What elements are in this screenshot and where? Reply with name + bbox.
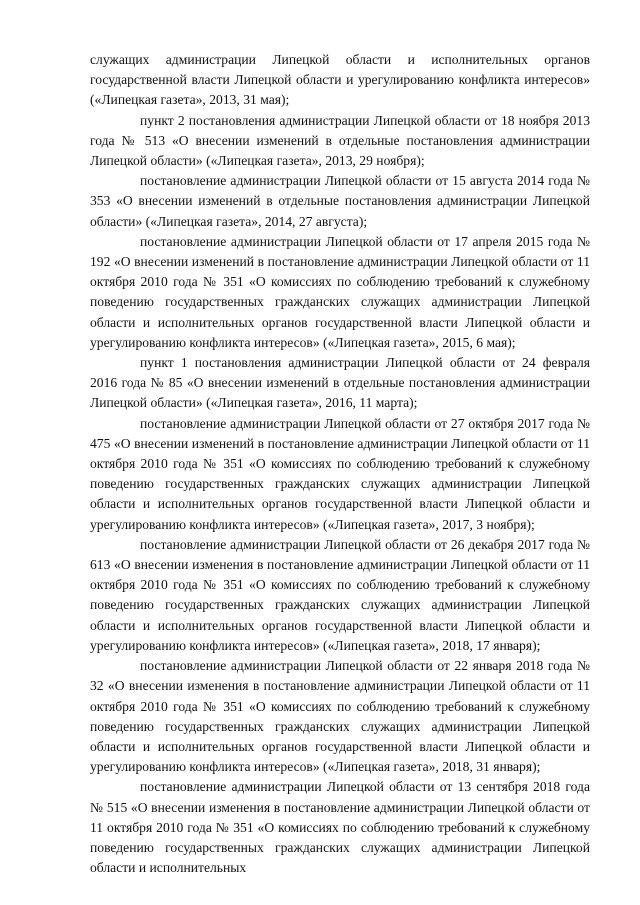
paragraph-continued: служащих администрации Липецкой области и исполнительных органов государственной власти Липецкой области и урегулированию конфликта интересов» («Липецкая газета», 2013, 31 мая);: [90, 52, 590, 108]
paragraph-item: постановление администрации Липецкой области от 15 августа 2014 года № 353 «О внесении изменений в отдельные постановления администрации Липецкой области» («Липецкая газета», 2014, 27 августа);: [90, 173, 590, 229]
paragraph-item: постановление администрации Липецкой области от 22 января 2018 года № 32 «О внесении изменения в постановление администрации Липецкой области от 11 октября 2010 года № 351 «О комиссиях по соблюдению требований к служебному поведению государственных гражданских служащих администрации Липецкой области и исполнительных органов государственной власти Липецкой области и урегулированию конфликта интересов» («Липецкая газета», 2018, 31 января);: [90, 658, 590, 775]
paragraph-item: постановление администрации Липецкой области от 27 октября 2017 года № 475 «О внесении изменений в постановление администрации Липецкой области от 11 октября 2010 года № 351 «О комиссиях по соблюдению требований к служебному поведению государственных гражданских служащих администрации Липецкой области и исполнительных органов государственной власти Липецкой области и урегулированию конфликта интересов» («Липецкая газета», 2017, 3 ноября);: [90, 415, 590, 532]
paragraph-item: постановление администрации Липецкой области от 26 декабря 2017 года № 613 «О внесении изменения в постановление администрации Липецкой области от 11 октября 2010 года № 351 «О комиссиях по соблюдению требований к служебному поведению государственных гражданских служащих администрации Липецкой области и исполнительных органов государственной власти Липецкой области и урегулированию конфликта интересов» («Липецкая газета», 2018, 17 января);: [90, 536, 590, 653]
paragraph-item: пункт 2 постановления администрации Липецкой области от 18 ноября 2013 года № 513 «О внесении изменений в отдельные постановления администрации Липецкой области» («Липецкая газета», 2013, 29 ноября);: [90, 112, 590, 169]
paragraph-item: постановление администрации Липецкой области от 17 апреля 2015 года № 192 «О внесении изменений в постановление администрации Липецкой области от 11 октября 2010 года № 351 «О комиссиях по соблюдению требований к служебному поведению государственных гражданских служащих администрации Липецкой области и исполнительных органов государственной власти Липецкой области и урегулированию конфликта интересов» («Липецкая газета», 2015, 6 мая);: [90, 233, 590, 350]
document-page: [90, 50, 590, 878]
paragraph-item: постановление администрации Липецкой области от 13 сентября 2018 года № 515 «О внесении изменения в постановление администрации Липецкой области от 11 октября 2010 года № 351 «О комиссиях по соблюдению требований к служебному поведению государственных гражданских служащих администрации Липецкой области и исполнительных: [90, 779, 590, 876]
paragraph-item: пункт 1 постановления администрации Липецкой области от 24 февраля 2016 года № 85 «О внесении изменений в отдельные постановления администрации Липецкой области» («Липецкая газета», 2016, 11 марта);: [90, 355, 590, 411]
